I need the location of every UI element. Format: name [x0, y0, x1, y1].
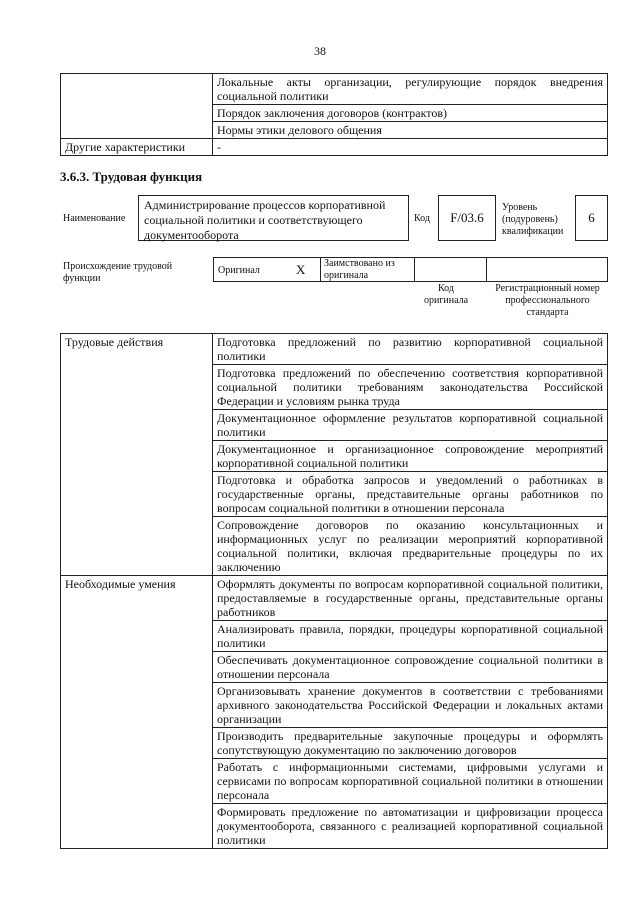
skill-item: Работать с информационными системами, цифровыми услугами и сервисами по вопросам корпоративной социальной политики в отношении персонала: [213, 759, 608, 804]
table-cell-text: -: [213, 139, 608, 156]
table-cell-label: [61, 74, 213, 105]
labor-action-item: Документационное и организационное сопровождение мероприятий корпоративной социальной политики: [213, 441, 608, 472]
level-value-box: 6: [575, 195, 608, 241]
table-cell-text: Порядок заключения договоров (контрактов): [213, 105, 608, 122]
name-label: Наименование: [63, 213, 126, 224]
divider: [320, 257, 321, 282]
borrowed-label: Заимствовано из оригинала: [324, 258, 395, 281]
skill-item: Оформлять документы по вопросам корпоративной социальной политики, предоставляемые в государственные органы, представительные органы работников: [213, 576, 608, 621]
table-row: [61, 74, 608, 105]
level-label: Уровень (подуровень) квалификации: [502, 202, 564, 237]
divider: [414, 257, 415, 282]
function-name-box: Администрирование процессов корпоративной социальной политики и соответствующего документооборота: [138, 195, 409, 241]
code-label: Код: [414, 213, 430, 224]
required-skills-label: Необходимые умения: [61, 576, 213, 849]
section-title: 3.6.3. Трудовая функция: [60, 169, 203, 184]
labor-action-item: Подготовка предложений по развитию корпоративной социальной политики: [213, 334, 608, 365]
divider: [486, 257, 487, 282]
skill-item: Анализировать правила, порядки, процедуры корпоративной социальной политики: [213, 621, 608, 652]
labor-actions-label: Трудовые действия: [61, 334, 213, 576]
page-number: 38: [314, 44, 326, 58]
table-cell-label: [61, 122, 213, 139]
table-row: [61, 576, 608, 621]
original-label: Оригинал: [218, 265, 260, 276]
reg-number-caption: Регистрационный номер профессионального стандарта: [495, 283, 600, 318]
top-characteristics-table: [60, 73, 608, 156]
origin-label: Происхождение трудовой функции: [63, 261, 173, 284]
function-details-table: [60, 333, 608, 849]
skill-item: Формировать предложение по автоматизации и цифровизации процесса документооборота, связанного с реализацией корпоративной социальной политики: [213, 804, 608, 849]
skill-item: Обеспечивать документационное сопровождение социальной политики в отношении персонала: [213, 652, 608, 683]
table-row: [61, 334, 608, 365]
skill-item: Организовывать хранение документов в соответствии с требованиями архивного законодательства Российской Федерации и локальных актами организации: [213, 683, 608, 728]
table-cell-text: Локальные акты организации, регулирующие порядок внедрения социальной политики: [213, 74, 608, 105]
table-row: [61, 122, 608, 139]
table-cell-label: [61, 105, 213, 122]
labor-action-item: Документационное оформление результатов корпоративной социальной политики: [213, 410, 608, 441]
table-cell-label: Другие характеристики: [61, 139, 213, 156]
table-row: [61, 105, 608, 122]
function-code-box: F/03.6: [438, 195, 496, 241]
labor-action-item: Подготовка предложений по обеспечению соответствия корпоративной социальной политики требованиям законодательства Российской Федерации и условиям рынка труда: [213, 365, 608, 410]
skill-item: Производить предварительные закупочные процедуры и оформлять сопутствующую документацию по заключению договоров: [213, 728, 608, 759]
table-row: [61, 139, 608, 156]
code-original-caption: Код оригинала: [423, 283, 469, 306]
labor-action-item: Сопровождение договоров по оказанию консультационных и информационных услуг по реализации мероприятий корпоративной социальной политики, включая предварительные процедуры по их заключению: [213, 517, 608, 576]
original-mark: X: [296, 262, 306, 277]
table-cell-text: Нормы этики делового общения: [213, 122, 608, 139]
labor-action-item: Подготовка и обработка запросов и уведомлений о работниках в государственные органы, представительные органы работников по вопросам социальной политики в отношении персонала: [213, 472, 608, 517]
